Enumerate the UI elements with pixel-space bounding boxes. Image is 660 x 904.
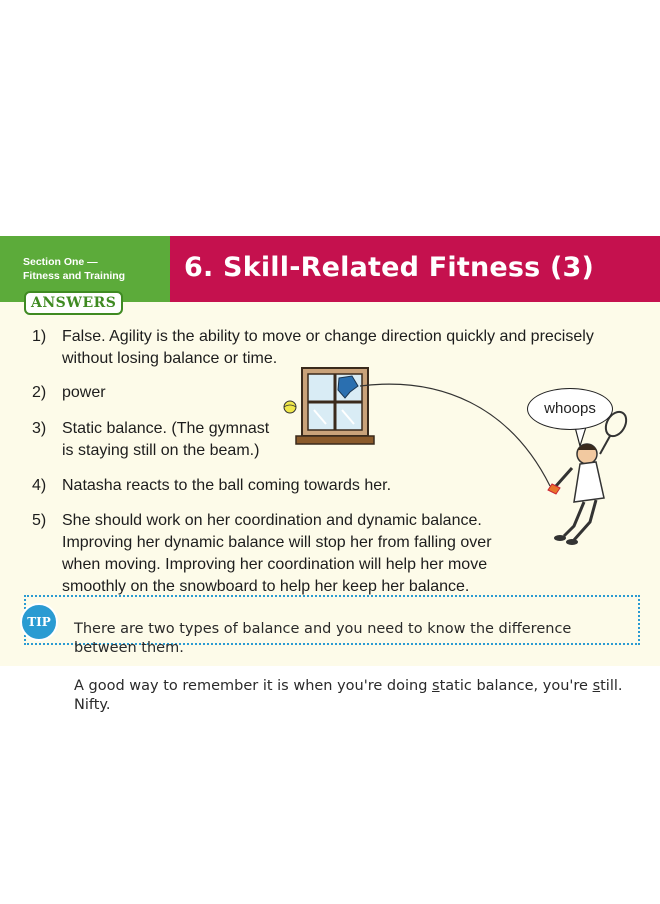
tip-line-2a: A good way to remember it is when you're doing	[74, 678, 433, 694]
answer-number: 3)	[32, 420, 47, 437]
answers-badge: ANSWERS	[24, 291, 123, 315]
ball-trajectory	[360, 384, 550, 486]
tip-badge: TIP	[20, 603, 58, 641]
page-title: 6. Skill-Related Fitness (3)	[184, 252, 595, 283]
section-label: Section One —	[23, 256, 98, 268]
answer-number: 4)	[32, 477, 47, 494]
answer-number: 1)	[32, 328, 47, 345]
tip-underline-s2: s	[592, 678, 601, 694]
answer-card	[0, 236, 660, 713]
speech-tail	[575, 427, 586, 446]
tip-box	[24, 595, 640, 713]
answer-text: Natasha reacts to the ball coming towards her.	[62, 477, 392, 494]
answer-number: 2)	[32, 384, 47, 401]
window-icon	[296, 368, 374, 444]
tennis-ball-icon	[284, 401, 296, 413]
answer-number: 5)	[32, 512, 47, 529]
answer-text: power	[62, 384, 106, 401]
tip-underline-s: s	[432, 678, 440, 694]
tip-line-2b: tatic balance, you're	[439, 678, 593, 694]
tip-text	[74, 601, 634, 715]
tip-line-1: There are two types of balance and you need to know the difference between them.	[74, 621, 572, 656]
answer-text: She should work on her coordination and dynamic balance. Improving her dynamic balance will stop her from falling over when moving. Improving her coordination will help her move smoothly on the snowboard to help her keep her balance.	[62, 512, 492, 595]
answer-text: False. Agility is the ability to move or change direction quickly and precisely without losing balance or time.	[62, 328, 594, 367]
tip-line-2c: till. Nifty.	[74, 678, 623, 713]
section-subtitle: Fitness and Training	[23, 270, 126, 282]
speech-bubble: whoops	[527, 388, 613, 430]
answer-text: Static balance. (The gymnast is staying still on the beam.)	[62, 420, 270, 459]
